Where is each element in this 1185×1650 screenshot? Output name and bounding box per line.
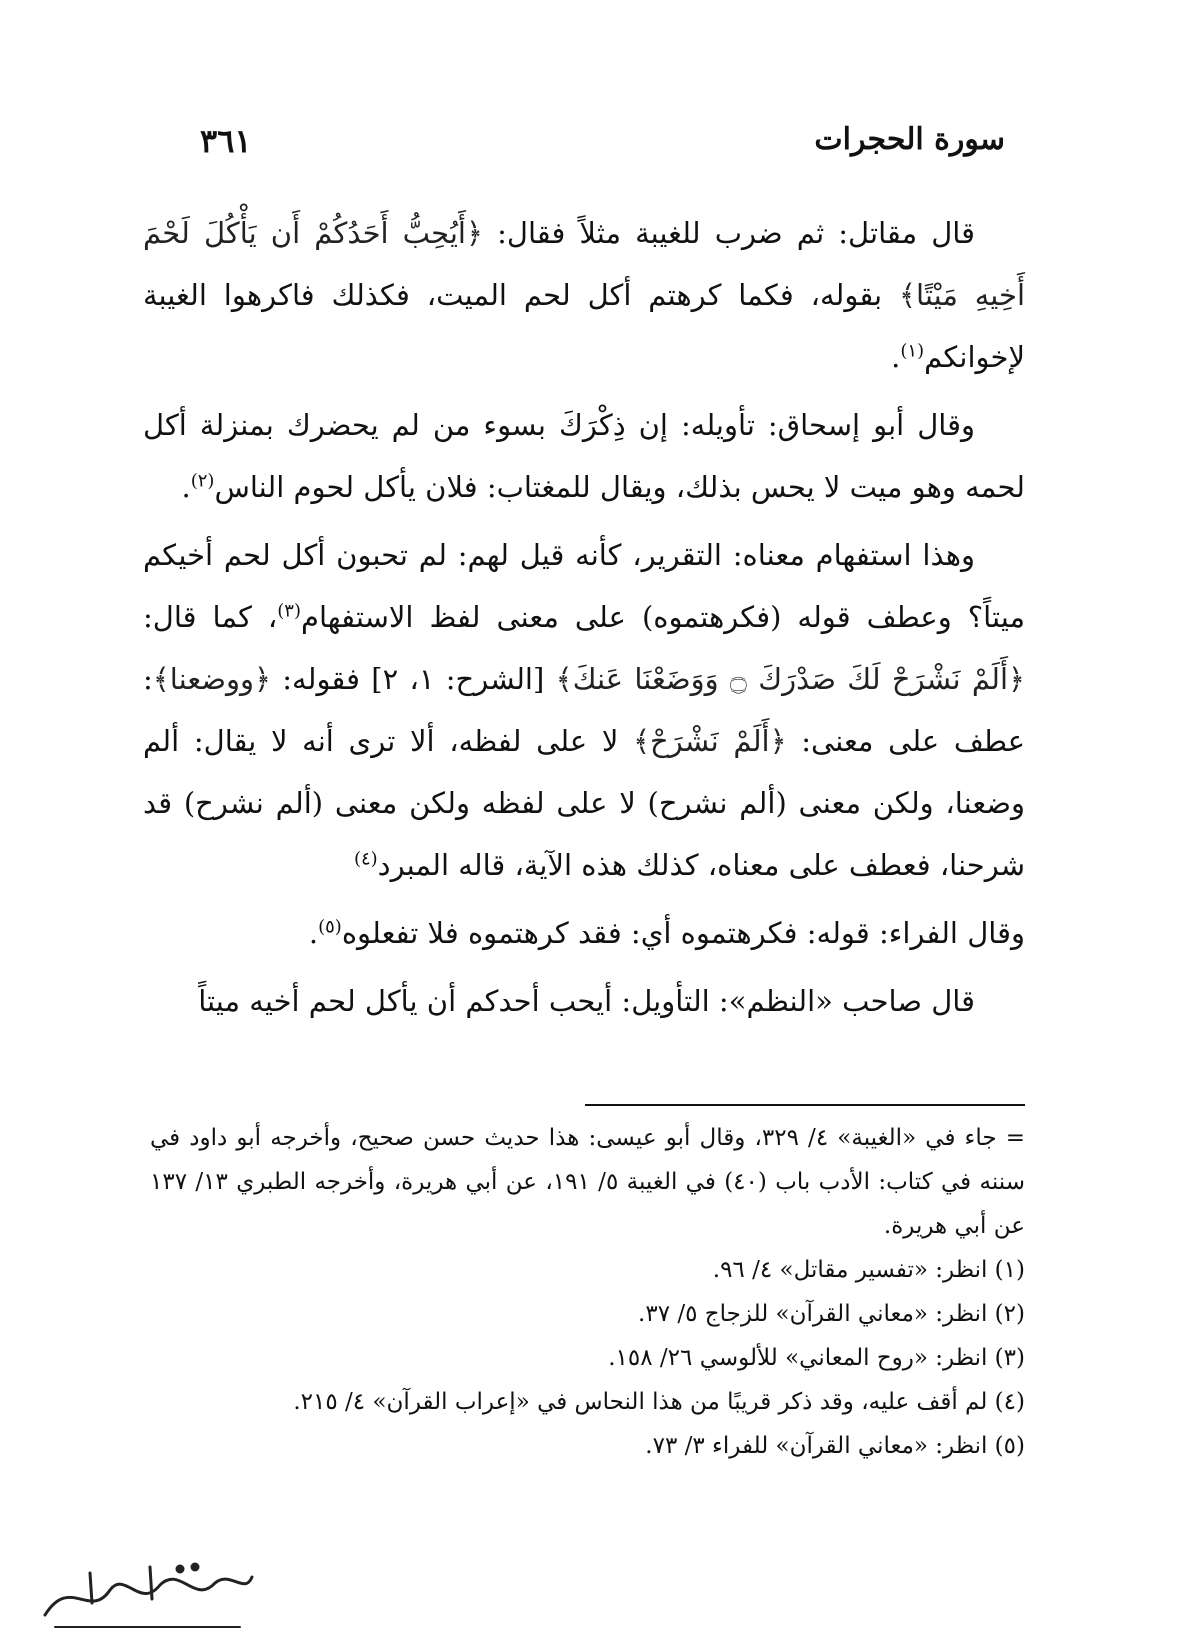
- quran-verse: ﴿أَيُحِبُّ أَحَدُكُمْ أَن يَأْكُلَ لَحْمَ أَخِيهِ مَيْتًا﴾: [143, 216, 1025, 312]
- footnote-ref-4: (٤): [353, 848, 378, 870]
- text-span: بقوله، فكما كرهتم أكل لحم الميت، فكذلك فاكرهوا الغيبة لإخوانكم: [143, 278, 1025, 374]
- text-span: .: [308, 916, 319, 950]
- footnote-item: (٢) انظر: «معاني القرآن» للزجاج ٥/ ٣٧.: [638, 1301, 1025, 1327]
- paragraph-istifham: [143, 524, 1025, 896]
- text-span: : عطف على معنى:: [143, 662, 1025, 758]
- text-span: .: [181, 470, 191, 504]
- footnote-item: (١) انظر: «تفسير مقاتل» ٤/ ٩٦.: [712, 1257, 1025, 1283]
- text-span: وقال الفراء: قوله: فكرهتموه أي: فقد كرهتموه فلا تفعلوه: [341, 916, 1025, 950]
- text-span: وهذا استفهام معناه: التقرير، كأنه قيل لهم: لم تحبون أكل لحم أخيكم ميتاً؟ وعطف قوله (فكرهتموه) على معنى لفظ الاستفهام: [143, 538, 1025, 634]
- paragraph-muqatil: [143, 202, 1025, 388]
- text-span: لا على لفظه، ألا ترى أنه لا يقال: ألم وضعنا، ولكن معنى (ألم نشرح) لا على لفظه ولكن معنى (ألم نشرح) قد شرحنا، فعطف على معناه، كذلك هذه الآية، قاله المبرد: [143, 724, 1025, 882]
- quran-verse: ﴿أَلَمْ نَشْرَحْ﴾: [633, 724, 787, 758]
- quran-verse: ﴿أَلَمْ نَشْرَحْ لَكَ صَدْرَكَ ۝ وَوَضَعْنَا عَنكَ﴾: [555, 662, 1025, 696]
- paragraph-farra: [143, 902, 1025, 964]
- page-number: ٣٦١: [200, 122, 252, 160]
- footnote-continuation: = جاء في «الغيبة» ٤/ ٣٢٩، وقال أبو عيسى: هذا حديث حسن صحيح، وأخرجه أبو داود في سننه في كتاب: الأدب باب (٤٠) في الغيبة ٥/ ١٩١، عن أبي هريرة، وأخرجه الطبري ١٣/ ١٣٧ عن أبي هريرة.: [150, 1125, 1025, 1239]
- calligraphy-watermark-logo: [30, 1555, 260, 1635]
- footnotes: [150, 1116, 1025, 1468]
- footnote-ref-2: (٢): [190, 470, 215, 492]
- quran-verse: ﴿ووضعنا﴾: [152, 662, 271, 696]
- text-span: [الشرح: ١، ٢] فقوله:: [270, 662, 556, 696]
- text-span: وقال أبو إسحاق: تأويله: إن ذِكْرَكَ بسوء من لم يحضرك بمنزلة أكل لحمه وهو ميت لا يحس بذلك، ويقال للمغتاب: فلان يأكل لحوم الناس: [143, 408, 1025, 504]
- footnote-item: (٥) انظر: «معاني القرآن» للفراء ٣/ ٧٣.: [645, 1433, 1025, 1459]
- chapter-title: سورة الحجرات: [814, 122, 1005, 157]
- main-text: [143, 202, 1025, 1038]
- footnote-separator: [585, 1104, 1025, 1106]
- paragraph-nazm: قال صاحب «النظم»: التأويل: أيحب أحدكم أن يأكل لحم أخيه ميتاً: [198, 984, 975, 1018]
- footnote-ref-3: (٣): [277, 600, 301, 622]
- page-header: [200, 122, 1005, 172]
- footnote-ref-5: (٥): [318, 916, 342, 938]
- footnote-item: (٤) لم أقف عليه، وقد ذكر قريبًا من هذا النحاس في «إعراب القرآن» ٤/ ٢١٥.: [293, 1389, 1025, 1415]
- footnote-ref-1: (١): [900, 340, 925, 362]
- text-span: قال مقاتل: ثم ضرب للغيبة مثلاً فقال:: [482, 216, 975, 250]
- footnote-item: (٣) انظر: «روح المعاني» للألوسي ٢٦/ ١٥٨.: [608, 1345, 1025, 1371]
- text-span: .: [891, 340, 901, 374]
- text-span: ، كما قال:: [143, 600, 278, 634]
- paragraph-abu-ishaq: [143, 394, 1025, 518]
